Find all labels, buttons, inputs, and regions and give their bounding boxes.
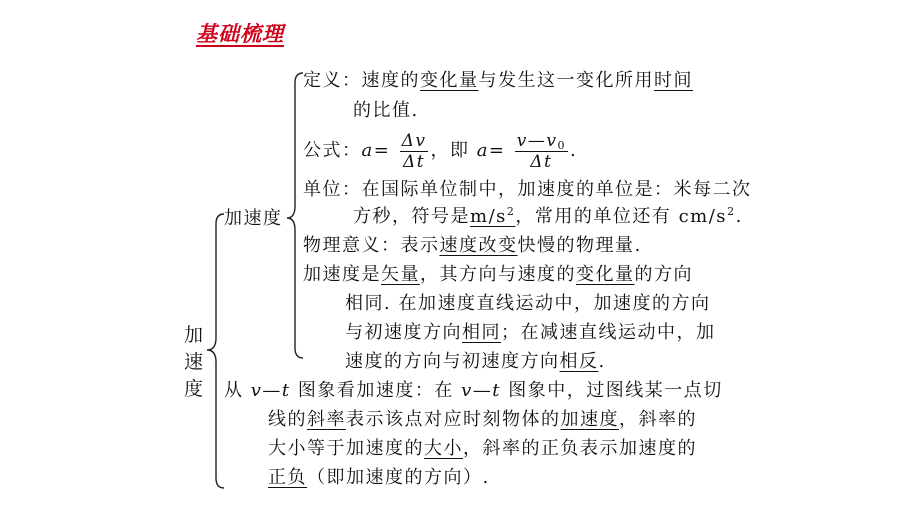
text: ；在减速直线运动中，加 (501, 322, 716, 343)
text: 快慢 (517, 235, 557, 256)
symbol: t (281, 380, 291, 401)
underlined-term: 大小 (424, 438, 463, 459)
text: 公式： (303, 140, 362, 161)
underlined-term: 正负 (268, 467, 307, 488)
text: 表示该点对应时刻物体的 (346, 409, 561, 430)
symbol: v (516, 130, 528, 151)
text: ，斜率的 (619, 409, 697, 430)
outer-brace (207, 214, 224, 488)
text: . (598, 351, 606, 372)
formula-line (303, 130, 577, 172)
symbol: a (476, 140, 489, 161)
underlined-term: 时间 (654, 70, 693, 91)
symbol: v (546, 130, 558, 151)
superscript: 2 (727, 205, 736, 218)
text: ，斜率的正负表示加速度的 (463, 438, 697, 459)
inner-label: 加速度 (224, 208, 283, 229)
text: ，即 (430, 140, 470, 161)
denominator: Δt (402, 151, 426, 172)
vt-line-4 (268, 467, 490, 489)
text: — (262, 380, 282, 401)
underlined-term: 速度改变 (439, 235, 518, 256)
text: 与发生这一变化所用 (478, 70, 654, 91)
fraction-1 (400, 131, 429, 172)
inner-brace (287, 73, 303, 358)
meaning-line (303, 235, 642, 257)
definition-line-2: 的比值. (353, 100, 419, 121)
text: 方秒，符号是 (353, 206, 470, 227)
text: . (569, 140, 578, 161)
underlined-term: 加速度 (560, 409, 619, 430)
symbol: v (461, 380, 473, 401)
underlined-term: 矢量 (381, 264, 420, 285)
text: 定义：速度的 (303, 70, 420, 91)
underlined-term: 变化量 (576, 264, 635, 285)
direction-line-3 (345, 322, 716, 344)
text: 物理意义：表示 (303, 235, 440, 256)
section-title: 基础梳理 (196, 22, 284, 46)
text: — (527, 130, 547, 151)
underlined-term: 变化量 (420, 70, 479, 91)
fraction-2 (515, 131, 568, 172)
text: 线的 (268, 409, 307, 430)
vt-line-1 (224, 380, 723, 402)
symbol: a (361, 140, 374, 161)
text: 从 (224, 380, 244, 401)
definition-line-1 (303, 70, 693, 92)
underlined-term: 斜率 (307, 409, 346, 430)
text: 图象中，过图线某一点切 (508, 380, 723, 401)
denominator: Δt (530, 151, 553, 172)
unit-line-1: 单位：在国际单位制中，加速度的单位是：米每二次 (303, 179, 752, 200)
outer-label: 加速度 (184, 324, 204, 400)
text: 大小等于加速度的 (268, 438, 424, 459)
symbol: v (250, 380, 263, 401)
underlined-term: $m/s^2$ (470, 205, 516, 227)
subscript: 0 (557, 138, 566, 152)
direction-line-1 (303, 264, 693, 286)
vt-line-3 (268, 438, 697, 460)
text: 速度的方向与初速度方向 (345, 351, 560, 372)
text: 图象看加速度：在 (297, 380, 454, 401)
unit-line-2 (353, 206, 743, 228)
text: ，其方向与速度的 (420, 264, 576, 285)
text: ，常用的单位还有 cm/s (515, 206, 728, 227)
text: 加速度是 (303, 264, 381, 285)
symbol: t (492, 380, 502, 401)
text: 与初速度方向 (345, 322, 462, 343)
text: = (488, 140, 506, 161)
text: = (373, 140, 391, 161)
direction-line-4 (345, 351, 606, 373)
underlined-term: 相反 (559, 351, 599, 372)
text: 的物理量. (556, 235, 642, 256)
text: . (735, 206, 743, 227)
text: 的方向 (634, 264, 693, 285)
direction-line-2: 相同. 在加速度直线运动中，加速度的方向 (345, 293, 711, 314)
text: — (472, 380, 493, 401)
underlined-term: 相同 (462, 322, 501, 343)
numerator: Δv (401, 130, 427, 151)
vt-line-2 (268, 409, 697, 431)
text: （即加速度的方向）. (307, 467, 490, 488)
